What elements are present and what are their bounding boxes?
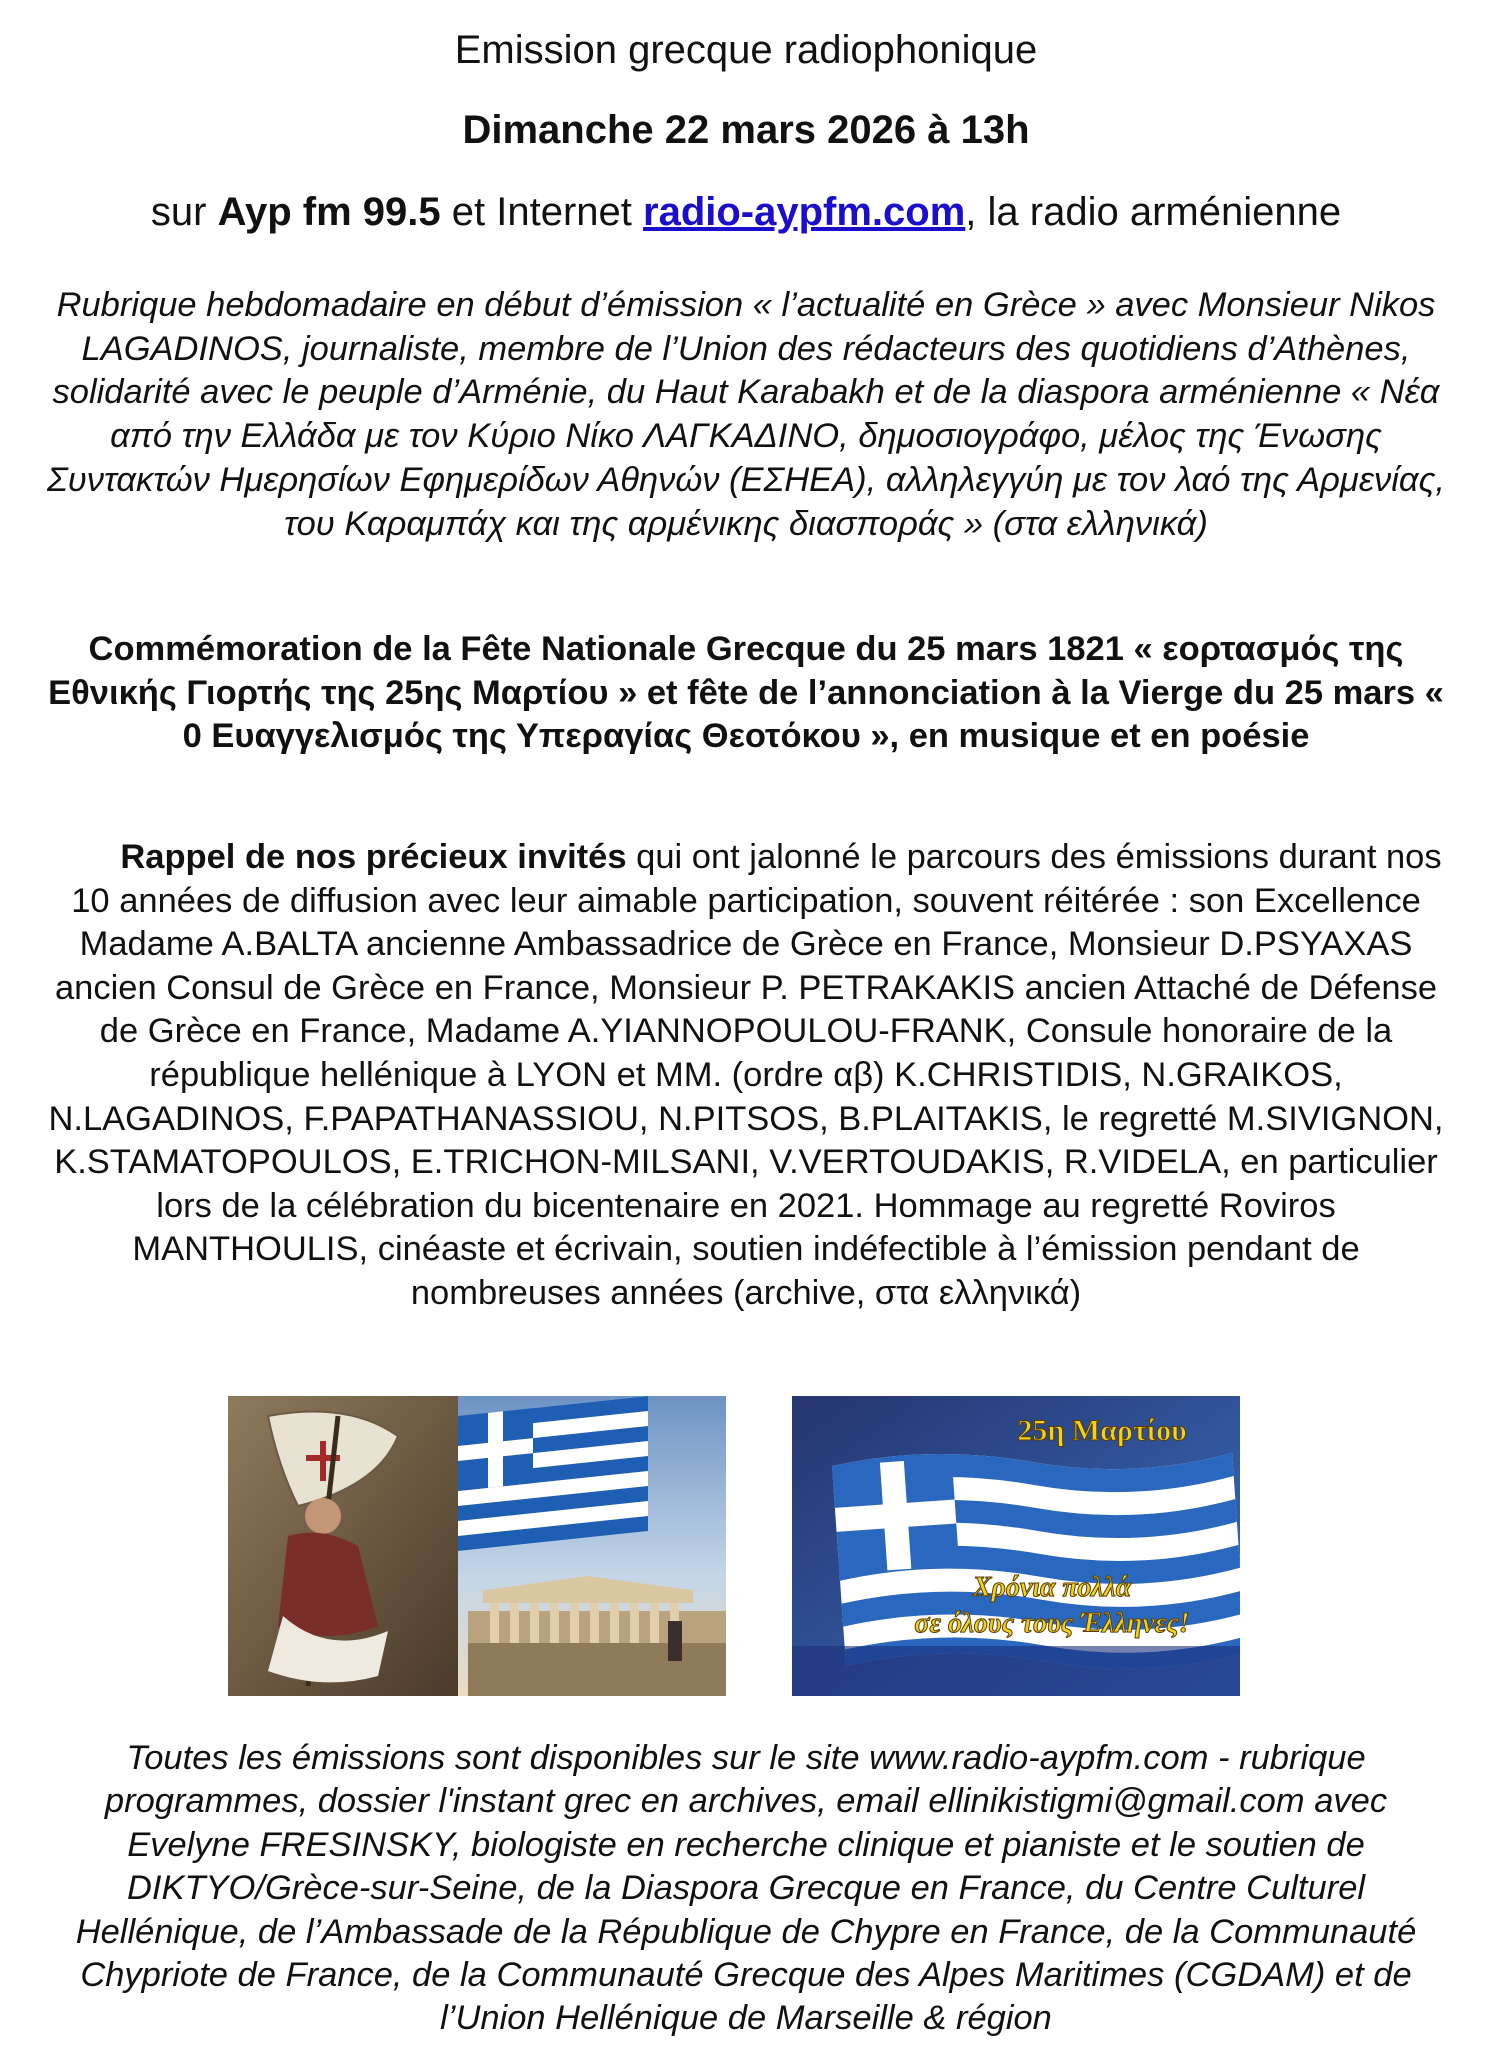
right-caption-top: 25η Μαρτίου: [1017, 1414, 1187, 1447]
guests-paragraph: [40, 836, 1452, 1316]
program-title: Emission grecque radiophonique: [454, 28, 1038, 72]
station-prefix: sur: [150, 190, 218, 234]
station-suffix: , la radio arménienne: [965, 190, 1342, 234]
broadcast-date: Dimanche 22 mars 2026 à 13h: [462, 108, 1030, 152]
station-line: [0, 184, 1492, 240]
station-website-link[interactable]: radio-aypfm.com: [643, 190, 966, 234]
greeting-flag-image: [792, 1396, 1240, 1696]
commemoration-paragraph: Commémoration de la Fête Nationale Grecque du 25 mars 1821 « εορτασμός της Εθνικής Γιορτής της 25ης Μαρτίου » et fête de l’annonciation à la Vierge du 25 mars « 0 Ευαγγελισμός της Υπεραγίας Θεοτόκου », en musique et en poésie: [48, 630, 1444, 755]
station-name: Ayp fm 99.5: [217, 190, 441, 234]
revolution-acropolis-image: [228, 1396, 726, 1696]
station-mid: et Internet: [440, 190, 643, 234]
footer-paragraph: Toutes les émissions sont disponibles sur le site www.radio-aypfm.com - rubrique programmes, dossier l'instant grec en archives, email ellinikistigmi@gmail.com avec Evelyne FRESINSKY, biologiste en recherche clinique et pianiste et le soutien de DIKTYO/Grèce-sur-Seine, de la Diaspora Grecque en France, du Centre Culturel Hellénique, de l’Ambassade de la République de Chypre en France, de la Communauté Chypriote de France, de la Communauté Grecque des Alpes Maritimes (CGDAM) et de l’Union Hellénique de Marseille & région: [75, 1739, 1417, 2038]
right-caption-line2: σε όλους τους Έλληνες!: [914, 1608, 1190, 1639]
weekly-rubric-paragraph: Rubrique hebdomadaire en début d’émission « l’actualité en Grèce » avec Monsieur Nikos LAGADINOS, journaliste, membre de l’Union des rédacteurs des quotidiens d’Athènes, solidarité avec le peuple d’Arménie, du Haut Karabakh et de la diaspora arménienne « Νέα από την Ελλάδα με τον Κύριο Νίκο ΛΑΓΚΑΔΙΝΟ, δημοσιογράφο, μέλος της Ένωσης Συντακτών Ημερησίων Εφημερίδων Αθηνών (ΕΣΗΕΑ), αλληλεγγύη με τον λαό της Αρμενίας, του Καραμπάχ και της αρμένικης διασποράς » (στα ελληνικά): [47, 286, 1445, 543]
right-caption-line1: Χρόνια πολλά: [972, 1572, 1132, 1603]
guests-text: qui ont jalonné le parcours des émissions durant nos 10 années de diffusion avec leur aimable participation, souvent réitérée : son Excellence Madame A.BALTA ancienne Ambassadrice de Grèce en France, Monsieur D.PSYAXAS ancien Consul de Grèce en France, Monsieur P. PETRAKAKIS ancien Attaché de Défense de Grèce en France, Madame A.YIANNOPOULOU-FRANK, Consule honoraire de la république hellénique à LYON et MM. (ordre αβ) K.CHRISTIDIS, N.GRAIKOS, N.LAGADINOS, F.PAPATHANASSIOU, N.PITSOS, B.PLAITAKIS, le regretté M.SIVIGNON, K.STAMATOPOULOS, E.TRICHON-MILSANI, V.VERTOUDAKIS, R.VIDELA, en particulier lors de la célébration du bicentenaire en 2021. Hommage au regretté Roviros MANTHOULIS, cinéaste et écrivain, soutien indéfectible à l’émission pendant de nombreuses années (archive, στα ελληνικά): [48, 838, 1444, 1312]
guests-lead: Rappel de nos précieux invités: [120, 838, 627, 876]
